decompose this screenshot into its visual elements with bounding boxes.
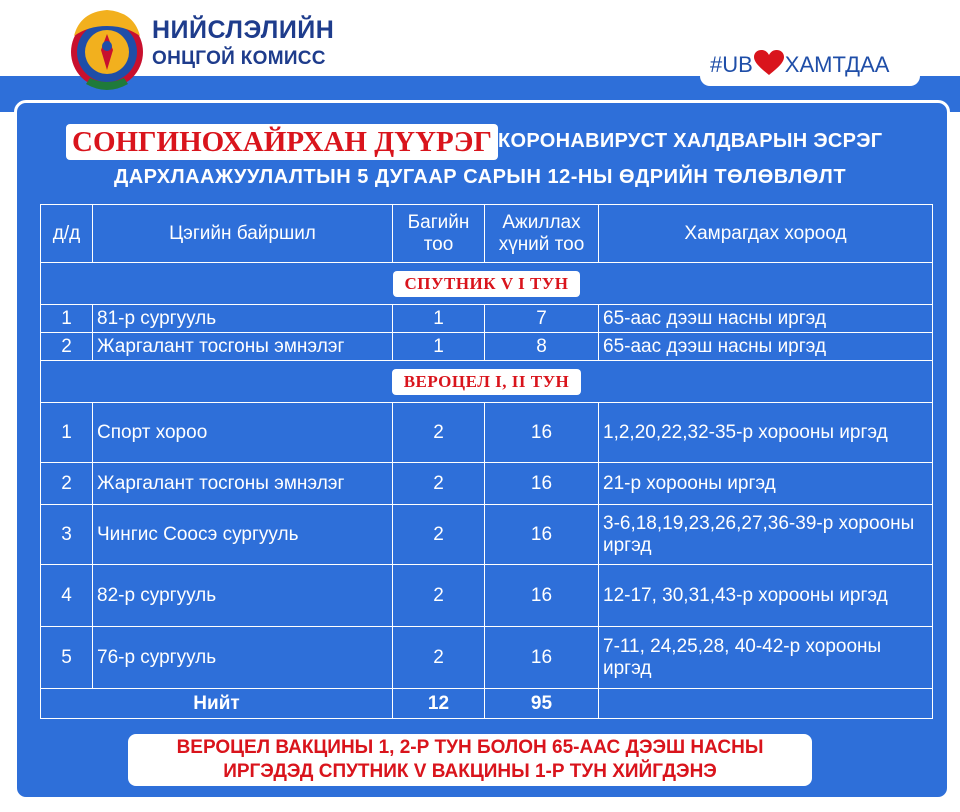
org-name [152, 18, 334, 68]
total-teams: 12 [393, 689, 485, 719]
hashtag-suffix: ХАМТДАА [784, 52, 890, 77]
cell-staff: 16 [485, 627, 599, 689]
header-cell-khoroos: Хамрагдах хороод [599, 205, 933, 263]
total-staff: 95 [485, 689, 599, 719]
cell-teams: 1 [393, 305, 485, 333]
cell-khoroos: 65-аас дээш насны иргэд [599, 333, 933, 361]
org-name-line2: ОНЦГОЙ КОМИСС [152, 48, 326, 69]
header-cell-location: Цэгийн байршил [93, 205, 393, 263]
title-row-2: ДАРХЛААЖУУЛАЛТЫН 5 ДУГААР САРЫН 12-НЫ ӨДРИЙН ТӨЛӨВЛӨЛТ [113, 166, 847, 188]
footer-line2: ИРГЭДЭД СПУТНИК V ВАКЦИНЫ 1-Р ТУН ХИЙГДЭНЭ [223, 761, 717, 782]
cell-index: 1 [41, 305, 93, 333]
cell-location: 82-р сургууль [93, 565, 393, 627]
cell-khoroos: 7-11, 24,25,28, 40-42-р хорооны иргэд [599, 627, 933, 689]
cell-location: Жаргалант тосгоны эмнэлэг [93, 463, 393, 505]
cell-index: 2 [41, 463, 93, 505]
schedule-table [40, 204, 933, 719]
title-row-1 [66, 124, 906, 160]
cell-teams: 2 [393, 505, 485, 565]
table-row [41, 333, 933, 361]
hashtag-text [710, 50, 889, 78]
cell-khoroos: 3-6,18,19,23,26,27,36-39-р хорооны иргэд [599, 505, 933, 565]
section-label-sputnik: СПУТНИК V I ТУН [393, 271, 581, 297]
footer-note [128, 734, 812, 786]
table-header-row [41, 205, 933, 263]
cell-khoroos: 12-17, 30,31,43-р хорооны иргэд [599, 565, 933, 627]
org-name-line1: НИЙСЛЭЛИЙН [152, 16, 335, 44]
cell-teams: 2 [393, 565, 485, 627]
cell-staff: 7 [485, 305, 599, 333]
header-cell-index: д/д [41, 205, 93, 263]
cell-index: 2 [41, 333, 93, 361]
state-emblem-icon [66, 6, 148, 92]
table-row [41, 305, 933, 333]
header-cell-staff: Ажиллах хүний тоо [485, 205, 599, 263]
total-label: Нийт [41, 689, 393, 719]
cell-teams: 2 [393, 403, 485, 463]
heart-icon [754, 50, 784, 76]
district-name: СОНГИНОХАЙРХАН ДҮҮРЭГ [66, 124, 498, 160]
cell-index: 5 [41, 627, 93, 689]
cell-teams: 2 [393, 627, 485, 689]
cell-khoroos: 1,2,20,22,32-35-р хорооны иргэд [599, 403, 933, 463]
table-row [41, 565, 933, 627]
cell-staff: 16 [485, 565, 599, 627]
cell-location: Жаргалант тосгоны эмнэлэг [93, 333, 393, 361]
cell-staff: 16 [485, 463, 599, 505]
section-row-sputnik [41, 263, 933, 305]
hashtag-badge [700, 38, 920, 86]
section-row-verocell [41, 361, 933, 403]
table-row [41, 403, 933, 463]
table-row [41, 463, 933, 505]
cell-teams: 1 [393, 333, 485, 361]
cell-staff: 16 [485, 403, 599, 463]
title-line1-rest: КОРОНАВИРУСТ ХАЛДВАРЫН ЭСРЭГ [498, 130, 883, 152]
table-row [41, 627, 933, 689]
cell-staff: 16 [485, 505, 599, 565]
hashtag-prefix: #UB [710, 52, 753, 77]
cell-staff: 8 [485, 333, 599, 361]
header-cell-teams: Багийн тоо [393, 205, 485, 263]
cell-location: 81-р сургууль [93, 305, 393, 333]
total-empty-cell [599, 689, 933, 719]
cell-teams: 2 [393, 463, 485, 505]
cell-index: 4 [41, 565, 93, 627]
cell-khoroos: 21-р хорооны иргэд [599, 463, 933, 505]
footer-line1: ВЕРОЦЕЛ ВАКЦИНЫ 1, 2-Р ТУН БОЛОН 65-ААС ДЭЭШ НАСНЫ [176, 737, 764, 758]
cell-index: 3 [41, 505, 93, 565]
table-row [41, 505, 933, 565]
cell-location: Чингис Соосэ сургууль [93, 505, 393, 565]
cell-location: Спорт хороо [93, 403, 393, 463]
cell-khoroos: 65-аас дээш насны иргэд [599, 305, 933, 333]
section-label-verocell: ВЕРОЦЕЛ I, II ТУН [392, 369, 582, 395]
cell-index: 1 [41, 403, 93, 463]
total-row [41, 689, 933, 719]
cell-location: 76-р сургууль [93, 627, 393, 689]
